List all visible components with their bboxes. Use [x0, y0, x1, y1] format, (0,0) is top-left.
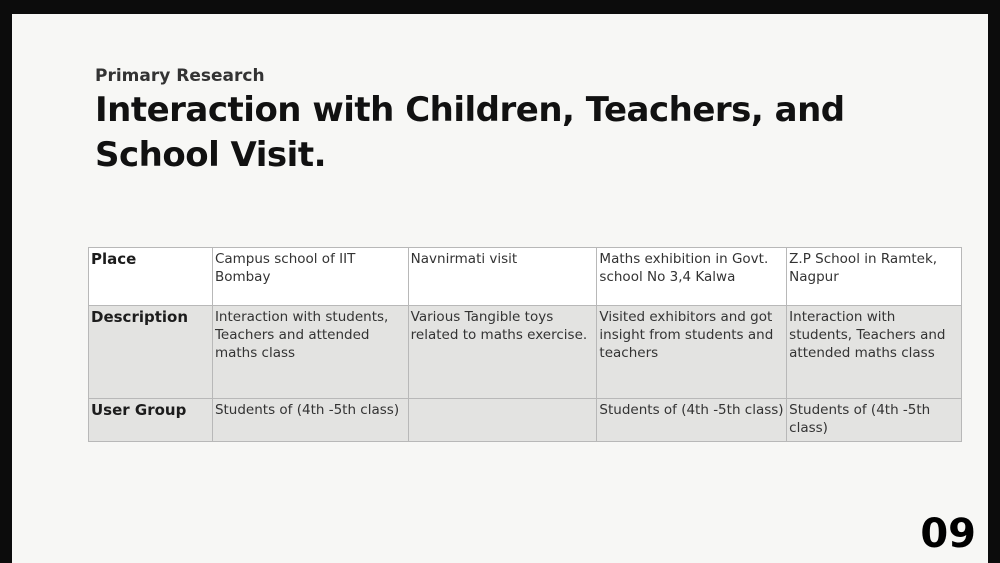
page-number: 09 [920, 511, 976, 557]
row-header-user-group: User Group [89, 399, 213, 442]
table-cell: Maths exhibition in Govt. school No 3,4 Kalwa [597, 248, 787, 306]
slide-title-line-1: Interaction with Children, Teachers, and [95, 90, 845, 130]
table-cell: Navnirmati visit [408, 248, 597, 306]
slide-title-line-2: School Visit. [95, 135, 326, 175]
table-cell [408, 399, 597, 442]
slide-title [95, 88, 895, 178]
research-table [88, 247, 962, 442]
section-kicker: Primary Research [95, 66, 265, 86]
table-cell: Campus school of IIT Bombay [212, 248, 408, 306]
table-cell: Students of (4th -5th class) [212, 399, 408, 442]
row-header-place: Place [89, 248, 213, 306]
table-cell: Various Tangible toys related to maths exercise. [408, 306, 597, 399]
table-row-user-group [89, 399, 962, 442]
table-cell: Z.P School in Ramtek, Nagpur [787, 248, 962, 306]
table-cell: Visited exhibitors and got insight from students and teachers [597, 306, 787, 399]
table-cell: Interaction with students, Teachers and attended maths class [212, 306, 408, 399]
table-cell: Interaction with students, Teachers and attended maths class [787, 306, 962, 399]
row-header-description: Description [89, 306, 213, 399]
table-cell: Students of (4th -5th class) [597, 399, 787, 442]
table-cell: Students of (4th -5th class) [787, 399, 962, 442]
table-row-place [89, 248, 962, 306]
table-row-description [89, 306, 962, 399]
slide [12, 14, 988, 563]
